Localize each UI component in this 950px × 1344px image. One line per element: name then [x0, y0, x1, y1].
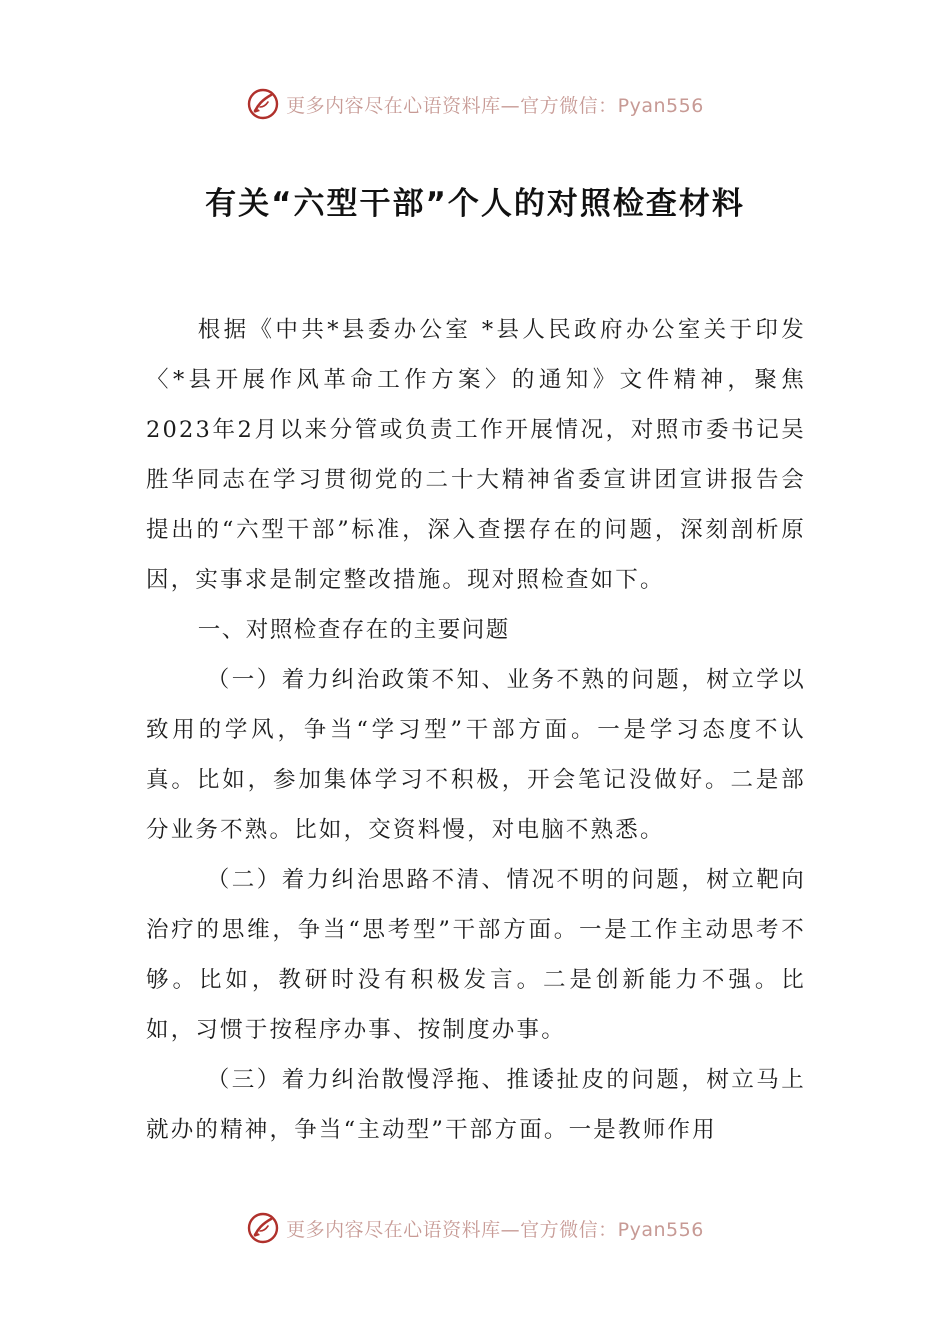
subsection-paragraph-3: （三）着力纠治散慢浮拖、推诿扯皮的问题，树立马上就办的精神，争当“主动型”干部方面。一是教师作用	[146, 1067, 806, 1143]
intro-paragraph: 根据《中共*县委办公室 *县人民政府办公室关于印发〈*县开展作风革命工作方案〉的通知》文件精神，聚焦2023年2月以来分管或负责工作开展情况，对照市委书记吴胜华同志在学习贯彻党的二十大精神省委宣讲团宣讲报告会提出的“六型干部”标准，深入查摆存在的问题，深刻剖析原因，实事求是制定整改措施。现对照检查如下。	[146, 317, 806, 593]
document-title: 有关“六型干部”个人的对照检查材料	[205, 186, 745, 222]
subsection-paragraph-2: （二）着力纠治思路不清、情况不明的问题，树立靶向治疗的思维，争当“思考型”干部方面。一是工作主动思考不够。比如，教研时没有积极发言。二是创新能力不强。比如，习惯于按程序办事、按制度办事。	[146, 867, 806, 1043]
watermark-text: 更多内容尽在心语资料库—官方微信：Pyan556	[286, 1218, 704, 1241]
watermark-header	[0, 84, 950, 124]
pen-logo-icon	[246, 87, 280, 121]
subsection-paragraph-1: （一）着力纠治政策不知、业务不熟的问题，树立学以致用的学风，争当“学习型”干部方面。一是学习态度不认真。比如，参加集体学习不积极，开会笔记没做好。二是部分业务不熟。比如，交资料慢，对电脑不熟悉。	[146, 667, 806, 843]
watermark-text: 更多内容尽在心语资料库—官方微信：Pyan556	[286, 94, 704, 117]
document-body	[146, 305, 806, 1155]
section-heading: 一、对照检查存在的主要问题	[197, 617, 510, 643]
pen-logo-icon	[246, 1211, 280, 1245]
watermark-group	[246, 87, 704, 121]
watermark-footer	[0, 1208, 950, 1248]
watermark-group	[246, 1211, 704, 1245]
